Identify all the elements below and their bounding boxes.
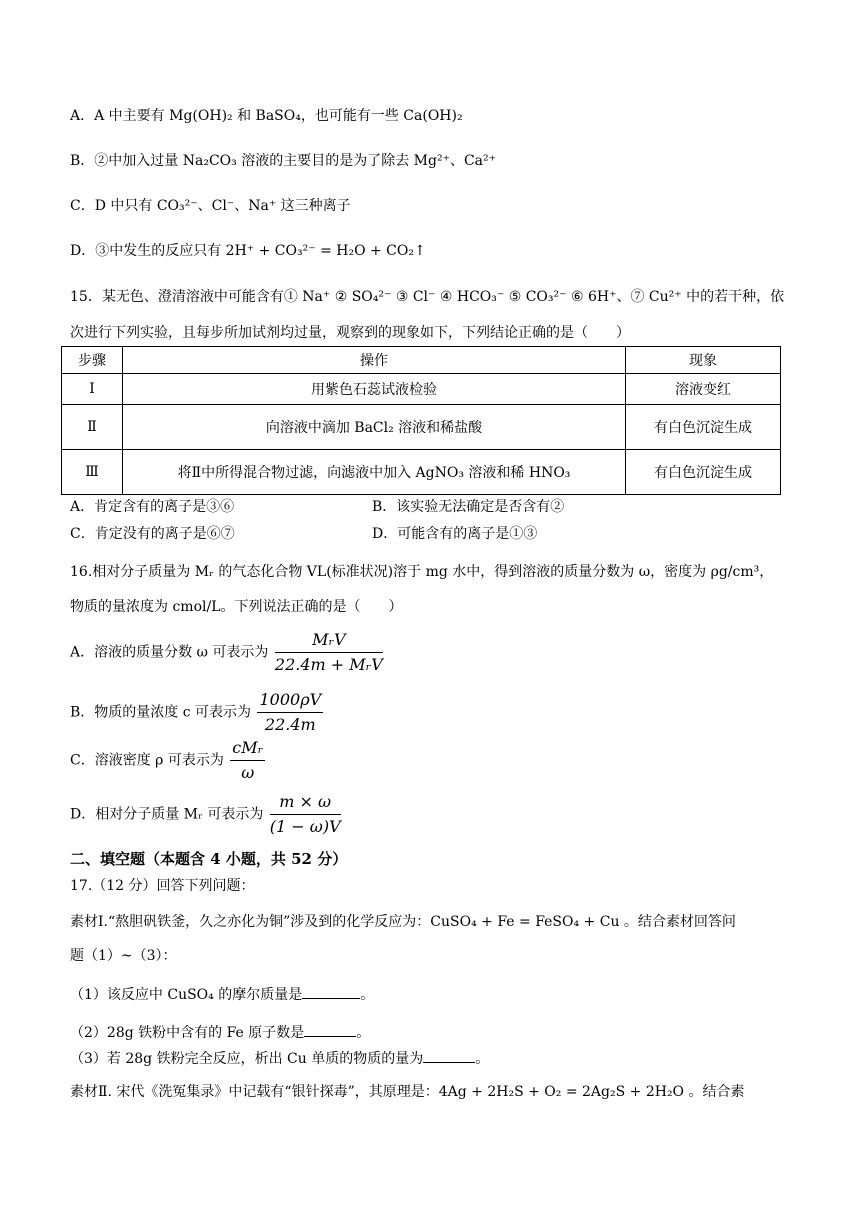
q17-part2-text: （2）28g 铁粉中含有的 Fe 原子数是 — [70, 1025, 305, 1041]
answer-blank[interactable] — [302, 984, 360, 999]
fraction-denominator: 22.4m — [264, 715, 316, 734]
q16-option-c-fraction — [230, 738, 265, 783]
q17-stem: 17.（12 分）回答下列问题： — [70, 878, 255, 894]
table-header-row — [62, 347, 781, 374]
q15-option-d: D．可能含有的离子是①③ — [372, 526, 538, 542]
q16-option-c — [70, 738, 265, 783]
q16-option-b — [70, 690, 323, 735]
q17-part2-end: 。 — [356, 1025, 371, 1041]
q16-option-c-text: C．溶液密度 ρ 可表示为 — [70, 752, 224, 769]
answer-blank[interactable] — [423, 1048, 475, 1063]
q16-option-d — [70, 792, 341, 837]
answer-blank[interactable] — [304, 1022, 356, 1037]
row1-phenomenon: 溶液变红 — [626, 374, 781, 405]
experiment-table — [61, 346, 781, 495]
q17-part2 — [70, 1022, 370, 1043]
q14-option-b: B．②中加入过量 Na₂CO₃ 溶液的主要目的是为了除去 Mg²⁺、Ca²⁺ — [70, 153, 497, 169]
table-row — [62, 374, 781, 405]
section-heading: 二、填空题（本题含 4 小题，共 52 分） — [70, 850, 348, 868]
header-step: 步骤 — [62, 347, 123, 374]
row1-step: Ⅰ — [62, 374, 123, 405]
row1-operation: 用紫色石蕊试液检验 — [123, 374, 626, 405]
row3-operation: 将Ⅱ中所得混合物过滤，向滤液中加入 AgNO₃ 溶液和稀 HNO₃ — [123, 450, 626, 495]
header-operation: 操作 — [123, 347, 626, 374]
q14-option-c: C．D 中只有 CO₃²⁻、Cl⁻、Na⁺ 这三种离子 — [70, 198, 351, 214]
q15-stem-line1: 15．某无色、澄清溶液中可能含有① Na⁺ ② SO₄²⁻ ③ Cl⁻ ④ HCO₃⁻ ⑤ CO₃²⁻ ⑥ 6H⁺、⑦ Cu²⁺ 中的若干种，依 — [70, 289, 785, 305]
q15-option-a: A．肯定含有的离子是③⑥ — [70, 499, 235, 515]
q17-part3-text: （3）若 28g 铁粉完全反应，析出 Cu 单质的物质的量为 — [70, 1051, 424, 1067]
q17-material1-line2: 题（1）~（3）： — [70, 948, 177, 964]
q15-option-b: B．该实验无法确定是否含有② — [372, 499, 565, 515]
table-row — [62, 405, 781, 450]
q16-option-b-text: B．物质的量浓度 c 可表示为 — [70, 704, 252, 721]
q17-part3 — [70, 1048, 489, 1069]
q16-option-d-text: D．相对分子质量 Mᵣ 可表示为 — [70, 806, 264, 823]
q16-stem-line2: 物质的量浓度为 cmol/L。下列说法正确的是（ ） — [70, 599, 403, 615]
q16-option-d-fraction — [270, 792, 341, 837]
fraction-denominator: ω — [241, 763, 255, 782]
fraction-numerator: m × ω — [270, 792, 341, 815]
table-row — [62, 450, 781, 495]
q16-option-a — [70, 630, 383, 675]
row2-phenomenon: 有白色沉淀生成 — [626, 405, 781, 450]
q17-material1-line1: 素材Ⅰ.“熬胆矾铁釜，久之亦化为铜”涉及到的化学反应为：CuSO₄ + Fe = FeSO₄ + Cu 。结合素材回答问 — [70, 914, 736, 930]
q15-option-c: C．肯定没有的离子是⑥⑦ — [70, 526, 235, 542]
fraction-numerator: 1000ρV — [257, 690, 323, 713]
q17-part3-end: 。 — [475, 1051, 490, 1067]
header-phenomenon: 现象 — [626, 347, 781, 374]
q16-option-b-fraction — [257, 690, 323, 735]
row2-operation: 向溶液中滴加 BaCl₂ 溶液和稀盐酸 — [123, 405, 626, 450]
q16-option-a-text: A．溶液的质量分数 ω 可表示为 — [70, 644, 269, 661]
fraction-denominator: 22.4m + MᵣV — [274, 655, 383, 674]
row3-step: Ⅲ — [62, 450, 123, 495]
fraction-numerator: cMᵣ — [230, 738, 265, 761]
fraction-denominator: (1 − ω)V — [269, 817, 341, 836]
q17-part1-end: 。 — [360, 987, 375, 1003]
fraction-numerator: MᵣV — [275, 630, 383, 653]
q17-material2-line1: 素材Ⅱ. 宋代《洗冤集录》中记载有“银针探毒”，其原理是：4Ag + 2H₂S + O₂ = 2Ag₂S + 2H₂O 。结合素 — [70, 1084, 745, 1100]
q14-option-d: D．③中发生的反应只有 2H⁺ + CO₃²⁻ = H₂O + CO₂↑ — [70, 243, 426, 259]
row3-phenomenon: 有白色沉淀生成 — [626, 450, 781, 495]
q16-stem-line1: 16.相对分子质量为 Mᵣ 的气态化合物 VL(标准状况)溶于 mg 水中，得到溶液的质量分数为 ω，密度为 ρg/cm³， — [70, 564, 774, 580]
q16-option-a-fraction — [275, 630, 383, 675]
q15-stem-line2: 次进行下列实验，且每步所加试剂均过量，观察到的现象如下，下列结论正确的是（ ） — [70, 325, 630, 341]
q17-part1 — [70, 984, 374, 1005]
row2-step: Ⅱ — [62, 405, 123, 450]
q17-part1-text: （1）该反应中 CuSO₄ 的摩尔质量是 — [70, 987, 303, 1003]
q14-option-a: A．A 中主要有 Mg(OH)₂ 和 BaSO₄，也可能有一些 Ca(OH)₂ — [70, 108, 463, 124]
